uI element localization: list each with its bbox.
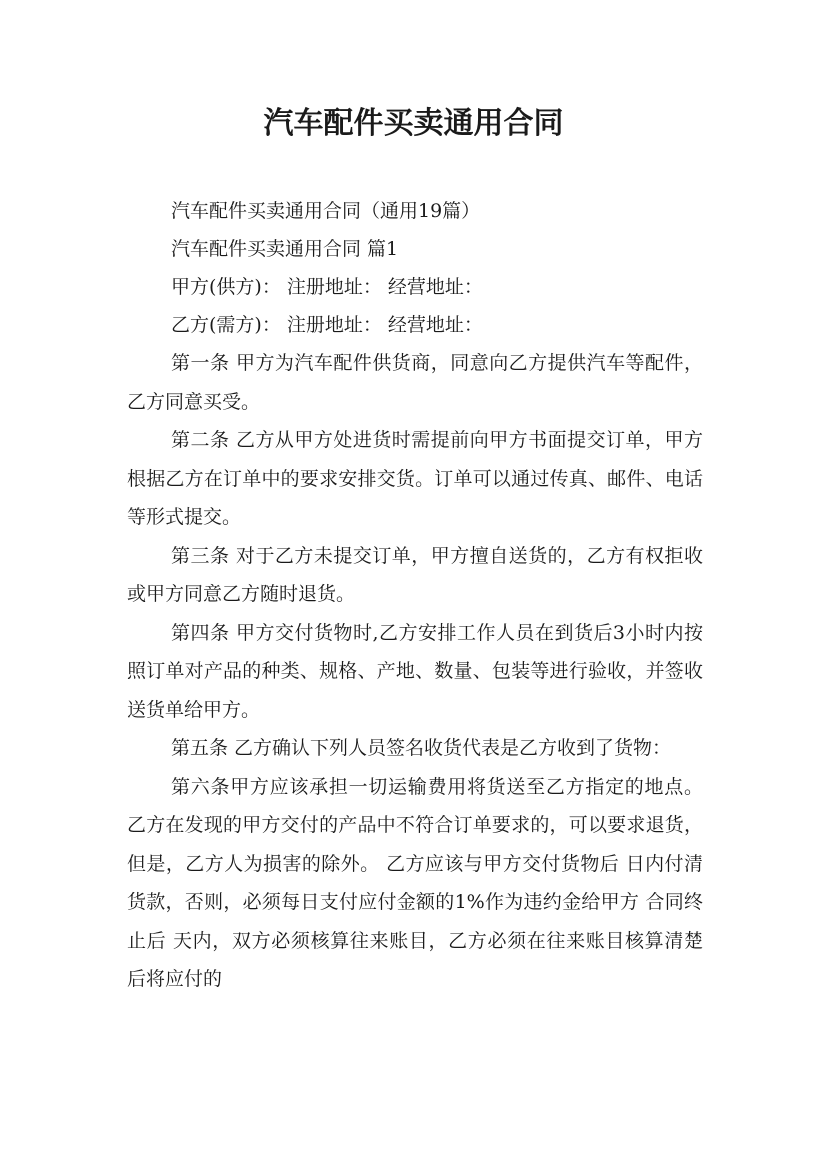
document-subtitle: 汽车配件买卖通用合同（通用19篇） (171, 200, 481, 222)
document-body (127, 192, 703, 999)
section-heading: 汽车配件买卖通用合同 篇1 (171, 238, 399, 260)
party-b-line: 乙方(需方)： 注册地址： 经营地址： (171, 314, 483, 336)
party-a-line: 甲方(供方)： 注册地址： 经营地址： (171, 276, 483, 298)
document-title: 汽车配件买卖通用合同 (263, 106, 564, 141)
clause-1: 第一条 甲方为汽车配件供货商，同意向乙方提供汽车等配件，乙方同意买受。 (127, 352, 703, 413)
clause-4: 第四条 甲方交付货物时,乙方安排工作人员在到货后3小时内按照订单对产品的种类、规格、产地、数量、包装等进行验收，并签收送货单给甲方。 (127, 621, 703, 721)
clause-5: 第五条 乙方确认下列人员签名收货代表是乙方收到了货物： (171, 737, 672, 759)
clause-6: 第六条甲方应该承担一切运输费用将货送至乙方指定的地点。 乙方在发现的甲方交付的产品中不符合订单要求的，可以要求退货，但是，乙方人为损害的除外。 乙方应该与甲方交付货物后 日内付清货款，否则，必须每日支付应付金额的1%作为违约金给甲方 合同终止后 天内，双方必须核算往来账目，乙方必须在往来账目核算清楚后将应付的 (127, 775, 703, 990)
clause-3: 第三条 对于乙方未提交订单，甲方擅自送货的，乙方有权拒收或甲方同意乙方随时退货。 (127, 544, 703, 605)
clause-2: 第二条 乙方从甲方处进货时需提前向甲方书面提交订单，甲方根据乙方在订单中的要求安排交货。订单可以通过传真、邮件、电话等形式提交。 (127, 429, 703, 528)
